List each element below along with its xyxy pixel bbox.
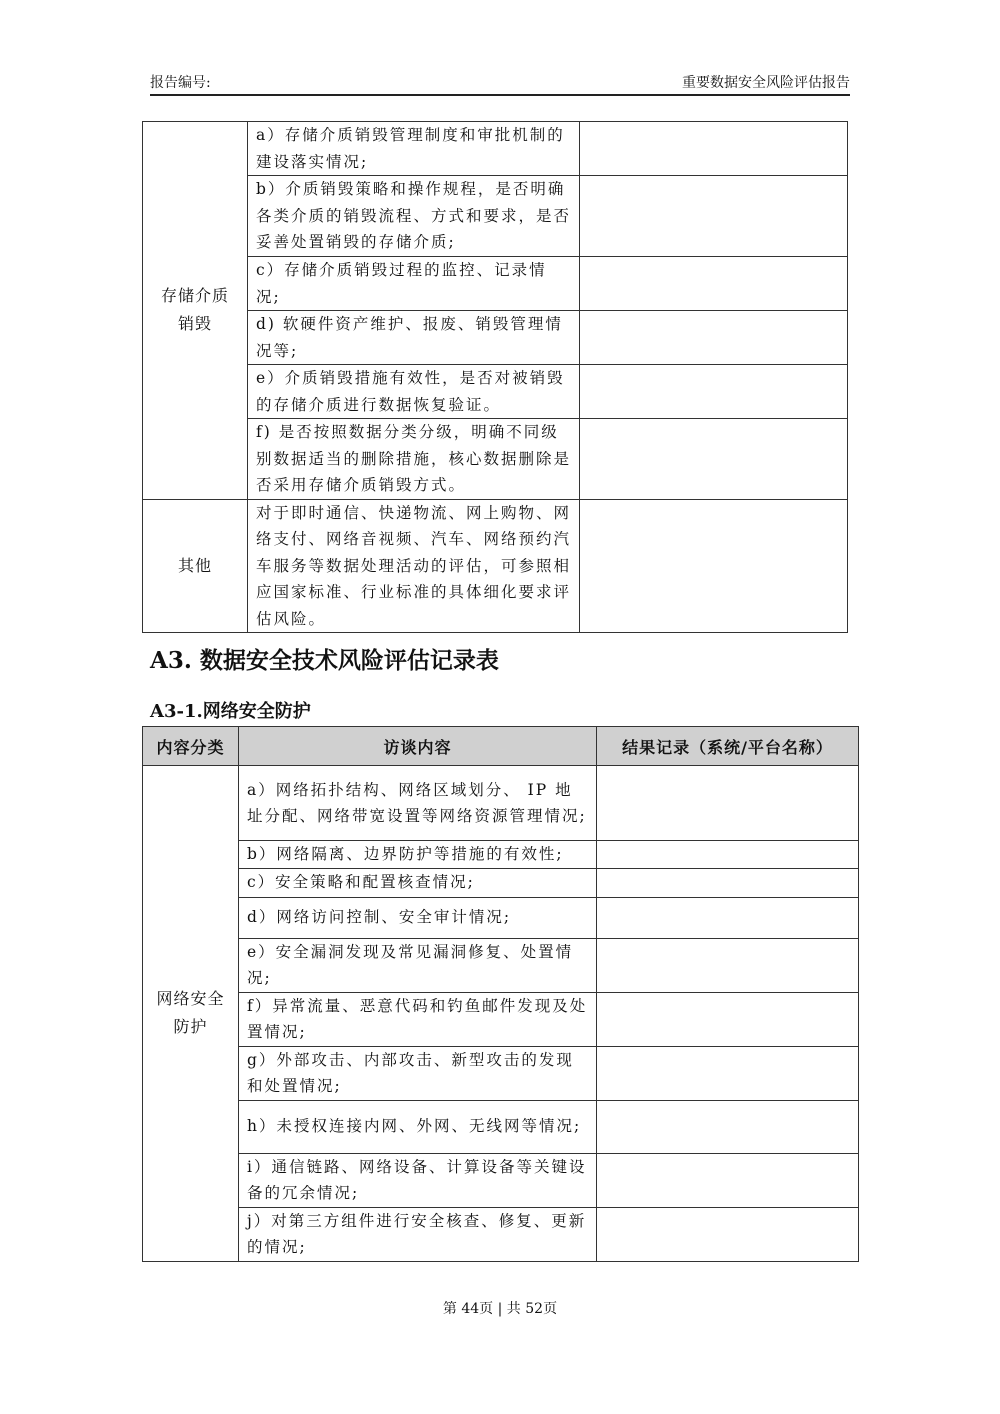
table-row bbox=[143, 938, 859, 992]
table-row bbox=[143, 868, 859, 897]
result-cell[interactable] bbox=[597, 1046, 859, 1100]
table-row bbox=[143, 1046, 859, 1100]
result-cell[interactable] bbox=[580, 419, 848, 500]
interview-item: d）网络访问控制、安全审计情况; bbox=[239, 897, 597, 938]
result-cell[interactable] bbox=[597, 1100, 859, 1153]
section-title: A3. 数据安全技术风险评估记录表 bbox=[150, 647, 499, 674]
table-row bbox=[143, 841, 859, 869]
interview-item: a）存储介质销毁管理制度和审批机制的建设落实情况; bbox=[248, 122, 580, 176]
result-cell[interactable] bbox=[597, 766, 859, 841]
result-cell[interactable] bbox=[580, 499, 848, 633]
result-cell[interactable] bbox=[597, 897, 859, 938]
result-cell[interactable] bbox=[580, 311, 848, 365]
table-row bbox=[143, 257, 848, 311]
interview-item: c）存储介质销毁过程的监控、记录情况; bbox=[248, 257, 580, 311]
page-header bbox=[150, 70, 850, 96]
result-cell[interactable] bbox=[580, 176, 848, 257]
table-row bbox=[143, 311, 848, 365]
table-row bbox=[143, 766, 859, 841]
column-header-interview: 访谈内容 bbox=[239, 727, 597, 766]
result-cell[interactable] bbox=[597, 1153, 859, 1207]
category-cell: 其他 bbox=[143, 499, 248, 633]
interview-item: b）网络隔离、边界防护等措施的有效性; bbox=[239, 841, 597, 869]
result-cell[interactable] bbox=[597, 938, 859, 992]
result-cell[interactable] bbox=[597, 841, 859, 869]
interview-item: e）安全漏洞发现及常见漏洞修复、处置情况; bbox=[239, 938, 597, 992]
result-cell[interactable] bbox=[580, 365, 848, 419]
result-cell[interactable] bbox=[580, 257, 848, 311]
result-cell[interactable] bbox=[597, 992, 859, 1046]
network-security-table bbox=[142, 726, 859, 1262]
interview-item: h）未授权连接内网、外网、无线网等情况; bbox=[239, 1100, 597, 1153]
category-cell: 网络安全 防护 bbox=[143, 766, 239, 1262]
report-number-label: 报告编号: bbox=[150, 75, 211, 91]
interview-item: e）介质销毁措施有效性，是否对被销毁的存储介质进行数据恢复验证。 bbox=[248, 365, 580, 419]
table-row bbox=[143, 897, 859, 938]
interview-item: f) 是否按照数据分类分级，明确不同级别数据适当的删除措施，核心数据删除是否采用存储介质销毁方式。 bbox=[248, 419, 580, 500]
interview-item: c）安全策略和配置核查情况; bbox=[239, 868, 597, 897]
table-row bbox=[143, 122, 848, 176]
result-cell[interactable] bbox=[580, 122, 848, 176]
result-cell[interactable] bbox=[597, 1207, 859, 1261]
interview-item: 对于即时通信、快递物流、网上购物、网络支付、网络音视频、汽车、网络预约汽车服务等数据处理活动的评估，可参照相应国家标准、行业标准的具体细化要求评估风险。 bbox=[248, 499, 580, 633]
interview-item: a）网络拓扑结构、网络区域划分、 IP 地址分配、网络带宽设置等网络资源管理情况; bbox=[239, 766, 597, 841]
table-header-row bbox=[143, 727, 859, 766]
storage-media-destruction-table bbox=[142, 121, 848, 633]
column-header-result: 结果记录（系统/平台名称） bbox=[597, 727, 859, 766]
category-cell: 存储介质 销毁 bbox=[143, 122, 248, 500]
interview-item: g）外部攻击、内部攻击、新型攻击的发现和处置情况; bbox=[239, 1046, 597, 1100]
interview-item: i）通信链路、网络设备、计算设备等关键设备的冗余情况; bbox=[239, 1153, 597, 1207]
page-footer: 第 44页 | 共 52页 bbox=[442, 1301, 558, 1317]
table-row bbox=[143, 419, 848, 500]
interview-item: d) 软硬件资产维护、报废、销毁管理情况等; bbox=[248, 311, 580, 365]
subsection-title: A3-1.网络安全防护 bbox=[150, 701, 311, 722]
table-row bbox=[143, 992, 859, 1046]
table-row bbox=[143, 1153, 859, 1207]
report-title: 重要数据安全风险评估报告 bbox=[682, 75, 850, 91]
result-cell[interactable] bbox=[597, 868, 859, 897]
table-row bbox=[143, 1100, 859, 1153]
table-row bbox=[143, 499, 848, 633]
interview-item: f）异常流量、恶意代码和钓鱼邮件发现及处置情况; bbox=[239, 992, 597, 1046]
interview-item: j）对第三方组件进行安全核查、修复、更新的情况; bbox=[239, 1207, 597, 1261]
column-header-category: 内容分类 bbox=[143, 727, 239, 766]
interview-item: b）介质销毁策略和操作规程，是否明确各类介质的销毁流程、方式和要求，是否妥善处置销毁的存储介质; bbox=[248, 176, 580, 257]
table-row bbox=[143, 1207, 859, 1261]
table-row bbox=[143, 365, 848, 419]
table-row bbox=[143, 176, 848, 257]
